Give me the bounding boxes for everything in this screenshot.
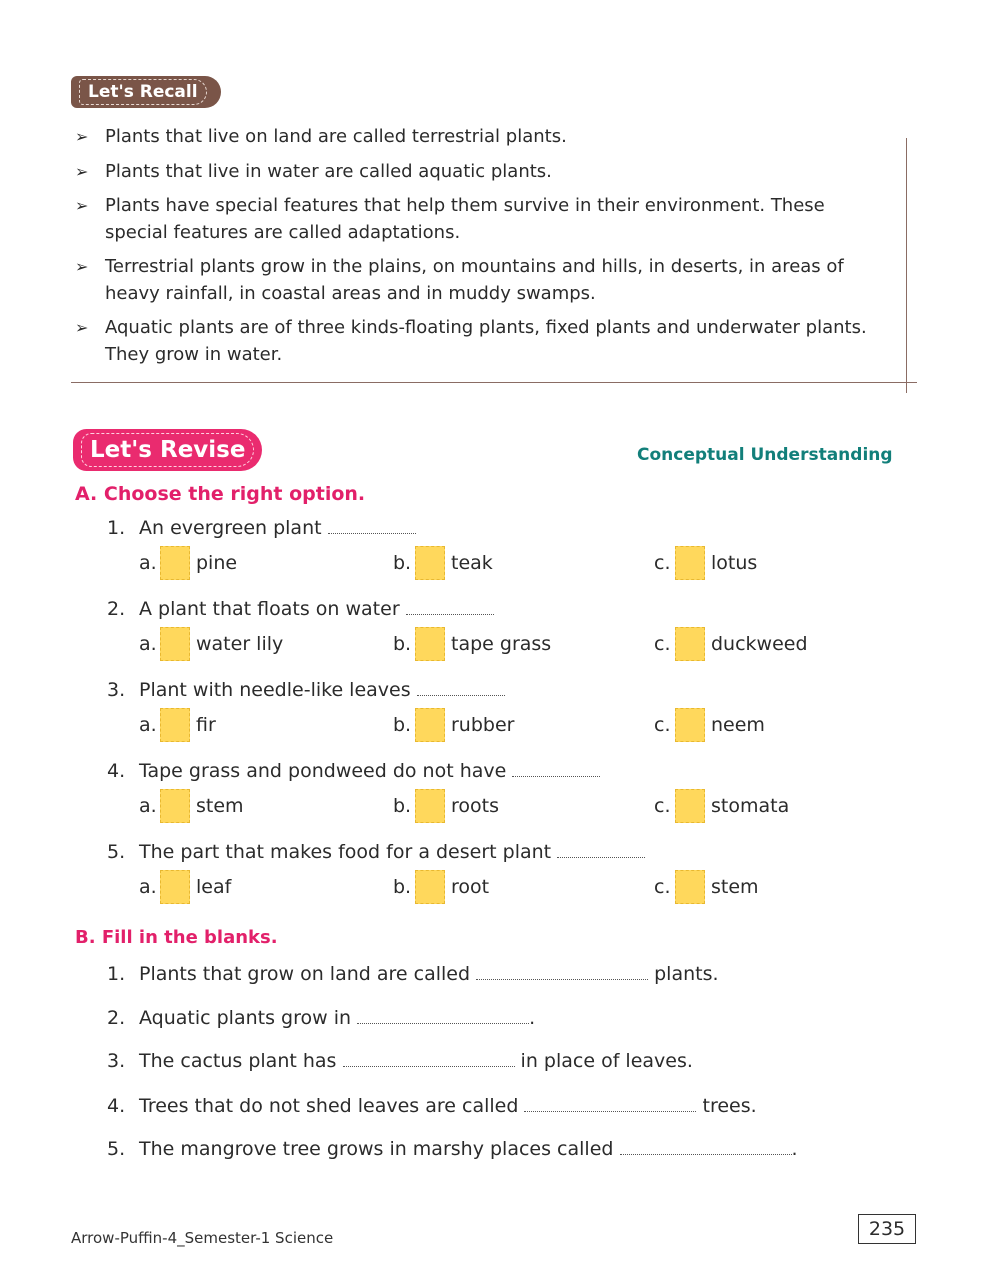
lets-recall-badge [71, 76, 221, 108]
option-text: leaf [196, 876, 232, 898]
page-number: 235 [858, 1214, 916, 1244]
blank-sentence: The cactus plant has in place of leaves. [139, 1050, 693, 1072]
arrow-bullet-icon: ➢ [75, 318, 89, 337]
lets-recall-title: Let's Recall [79, 79, 207, 105]
option-letter: a. [139, 633, 157, 655]
option-checkbox[interactable] [675, 708, 705, 742]
option-letter: b. [393, 633, 412, 655]
option-checkbox[interactable] [415, 789, 445, 823]
option-checkbox[interactable] [415, 546, 445, 580]
option-letter: c. [654, 795, 671, 817]
option-text: rubber [451, 714, 515, 736]
option-checkbox[interactable] [415, 870, 445, 904]
arrow-bullet-icon: ➢ [75, 196, 89, 215]
recall-item: ➢ Plants that live on land are called terrestrial plants. [75, 124, 875, 151]
option-letter: c. [654, 714, 671, 736]
option-text: fir [196, 714, 216, 736]
recall-item: ➢ Aquatic plants are of three kinds-floating plants, fixed plants and underwater plants. They grow in water. [75, 317, 867, 365]
recall-item: ➢ Plants have special features that help them survive in their environment. These special features are called adaptations. [75, 195, 825, 243]
option-text: pine [196, 552, 238, 574]
lets-revise-badge [73, 429, 262, 471]
option-letter: a. [139, 552, 157, 574]
blank-line[interactable] [343, 1065, 515, 1067]
arrow-bullet-icon: ➢ [75, 161, 89, 181]
option-letter: a. [139, 876, 157, 898]
option-text: tape grass [451, 633, 552, 655]
option-text: stomata [711, 795, 790, 817]
option-text: lotus [711, 552, 758, 574]
option-checkbox[interactable] [415, 708, 445, 742]
option-text: root [451, 876, 490, 898]
question-number: 5. [107, 841, 126, 863]
option-letter: a. [139, 795, 157, 817]
option-checkbox[interactable] [160, 870, 190, 904]
recall-border-bottom [71, 382, 917, 383]
option-letter: c. [654, 552, 671, 574]
arrow-bullet-icon: ➢ [75, 257, 89, 276]
footer-book-title: Arrow-Puffin-4_Semester-1 Science [71, 1229, 334, 1247]
recall-list [75, 124, 875, 376]
blank-line[interactable] [524, 1110, 696, 1112]
option-text: stem [711, 876, 759, 898]
option-checkbox[interactable] [160, 708, 190, 742]
blank-line[interactable] [476, 978, 648, 980]
blank-sentence: The mangrove tree grows in marshy places called . [139, 1138, 798, 1160]
arrow-bullet-icon: ➢ [75, 127, 89, 146]
question-text: The part that makes food for a desert plant [139, 841, 645, 863]
recall-border-right [906, 138, 907, 393]
question-number: 1. [107, 517, 126, 539]
blank-sentence: Plants that grow on land are called plants. [139, 963, 719, 985]
option-checkbox[interactable] [675, 546, 705, 580]
blank-number: 2. [107, 1007, 126, 1029]
option-letter: b. [393, 714, 412, 736]
blank-sentence: Trees that do not shed leaves are called trees. [139, 1095, 757, 1117]
option-checkbox[interactable] [675, 627, 705, 661]
blank-line[interactable] [357, 1022, 529, 1024]
question-text: A plant that floats on water [139, 598, 494, 620]
option-letter: a. [139, 714, 157, 736]
lets-revise-title: Let's Revise [81, 433, 254, 467]
option-checkbox[interactable] [415, 627, 445, 661]
option-text: neem [711, 714, 765, 736]
option-letter: c. [654, 633, 671, 655]
option-text: teak [451, 552, 493, 574]
blank-number: 1. [107, 963, 126, 985]
option-letter: b. [393, 876, 412, 898]
option-letter: c. [654, 876, 671, 898]
blank-line[interactable] [620, 1153, 792, 1155]
option-checkbox[interactable] [675, 870, 705, 904]
question-text: An evergreen plant [139, 517, 416, 539]
option-text: roots [451, 795, 499, 817]
blank-sentence: Aquatic plants grow in . [139, 1007, 536, 1029]
question-number: 3. [107, 679, 126, 701]
question-text: Plant with needle-like leaves [139, 679, 505, 701]
option-checkbox[interactable] [160, 546, 190, 580]
recall-item: ➢ Terrestrial plants grow in the plains, on mountains and hills, in deserts, in areas of heavy rainfall, in coastal areas and in muddy swamps. [75, 256, 844, 304]
recall-item: ➢ Plants that live in water are called aquatic plants. [75, 159, 875, 186]
blank-number: 3. [107, 1050, 126, 1072]
option-checkbox[interactable] [160, 789, 190, 823]
option-letter: b. [393, 552, 412, 574]
blank-number: 5. [107, 1138, 126, 1160]
option-text: duckweed [711, 633, 808, 655]
option-checkbox[interactable] [675, 789, 705, 823]
option-text: stem [196, 795, 244, 817]
question-number: 4. [107, 760, 126, 782]
question-text: Tape grass and pondweed do not have [139, 760, 600, 782]
section-a-title: A. Choose the right option. [75, 483, 366, 505]
option-checkbox[interactable] [160, 627, 190, 661]
option-text: water lily [196, 633, 284, 655]
blank-number: 4. [107, 1095, 126, 1117]
option-letter: b. [393, 795, 412, 817]
question-number: 2. [107, 598, 126, 620]
section-b-title: B. Fill in the blanks. [75, 927, 278, 948]
conceptual-understanding-tag: Conceptual Understanding [637, 445, 893, 465]
